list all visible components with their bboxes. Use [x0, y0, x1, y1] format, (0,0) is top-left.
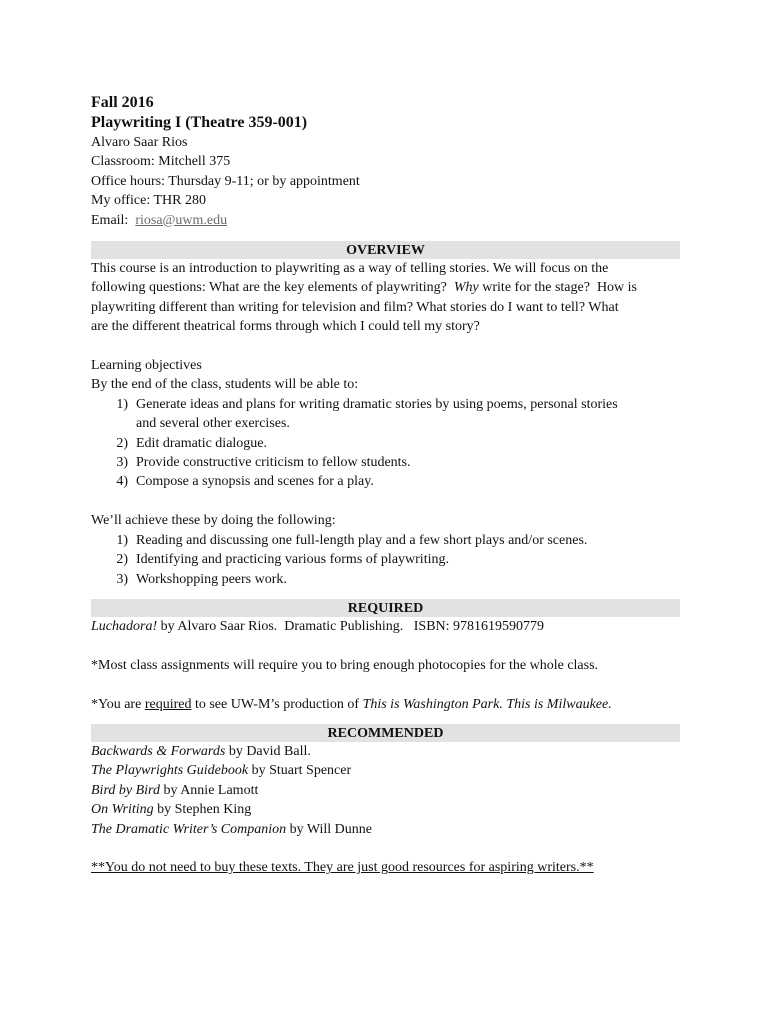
overview-line: are the different theatrical forms through which I could tell my story?	[91, 319, 480, 335]
list-text: and several other exercises.	[136, 416, 290, 432]
overview-emphasis: Why	[453, 280, 479, 296]
overview-text: write for the stage? How is	[478, 280, 637, 296]
book-author: by Will Dunne	[286, 821, 373, 837]
list-number: 3)	[116, 571, 128, 587]
list-item	[91, 820, 680, 839]
overview-line: This course is an introduction to playwriting as a way of telling stories. We will focus on the	[91, 261, 609, 277]
term-heading: Fall 2016	[91, 94, 154, 111]
book-details: by Alvaro Saar Rios. Dramatic Publishing. ISBN: 9781619590779	[157, 618, 545, 634]
overview-line	[91, 278, 680, 297]
list-number: 1)	[116, 396, 128, 412]
achieve-list	[91, 531, 680, 589]
list-text: Reading and discussing one full-length play and a few short plays and/or scenes.	[136, 532, 588, 548]
overview-paragraph	[91, 259, 680, 337]
book-title: On Writing	[91, 802, 154, 818]
list-item	[91, 761, 680, 780]
list-number: 4)	[116, 474, 128, 490]
email-line	[91, 211, 680, 230]
list-item	[91, 800, 680, 819]
production-title: This is Washington Park. This is Milwaukee.	[362, 696, 612, 712]
overview-heading: OVERVIEW	[91, 241, 680, 259]
list-item	[91, 550, 680, 569]
list-text: Compose a synopsis and scenes for a play.	[136, 474, 374, 490]
footnote: **You do not need to buy these texts. They are just good resources for aspiring writers.**	[91, 860, 594, 876]
course-title: Playwriting I (Theatre 359-001)	[91, 114, 308, 131]
list-text: Provide constructive criticism to fellow students.	[136, 455, 411, 471]
note-emphasis: required	[144, 696, 192, 712]
required-book	[91, 617, 680, 636]
recommended-list	[91, 742, 680, 839]
list-text: Identifying and practicing various forms of playwriting.	[136, 552, 449, 568]
book-author: by Stuart Spencer	[248, 763, 352, 779]
required-heading: REQUIRED	[91, 599, 680, 617]
book-title: Backwards & Forwards	[91, 743, 226, 759]
book-title: Luchadora!	[91, 618, 158, 634]
objectives-list	[91, 395, 680, 492]
list-item	[91, 453, 680, 472]
book-author: by Stephen King	[153, 802, 252, 818]
list-number: 2)	[116, 552, 128, 568]
photocopy-note: *Most class assignments will require you to bring enough photocopies for the whole class.	[91, 657, 599, 673]
email-label: Email:	[91, 212, 136, 228]
list-item	[91, 531, 680, 550]
office-location: My office: THR 280	[91, 193, 206, 209]
classroom-info: Classroom: Mitchell 375	[91, 154, 231, 170]
overview-line: playwriting different than writing for television and film? What stories do I want to tell? What	[91, 299, 619, 315]
list-number: 3)	[116, 455, 128, 471]
book-title: The Playwrights Guidebook	[91, 763, 249, 779]
objectives-intro: By the end of the class, students will be able to:	[91, 377, 359, 393]
instructor-name: Alvaro Saar Rios	[91, 135, 188, 150]
note-text: to see UW-M’s production of	[191, 696, 363, 712]
list-item	[91, 395, 680, 434]
list-item	[91, 742, 680, 761]
achieve-intro: We’ll achieve these by doing the following:	[91, 513, 336, 529]
book-author: by David Ball.	[225, 743, 311, 759]
list-text: Edit dramatic dialogue.	[136, 435, 268, 451]
list-number: 1)	[116, 532, 128, 548]
objectives-title: Learning objectives	[91, 358, 202, 374]
production-note	[91, 695, 680, 714]
overview-text: following questions: What are the key elements of playwriting?	[91, 280, 454, 296]
list-text: Workshopping peers work.	[136, 571, 287, 587]
book-title: The Dramatic Writer’s Companion	[91, 821, 287, 837]
email-link[interactable]: riosa@uwm.edu	[135, 212, 228, 228]
list-item	[91, 472, 680, 491]
recommended-heading: RECOMMENDED	[91, 724, 680, 742]
book-title: Bird by Bird	[91, 782, 160, 798]
syllabus-page	[91, 92, 680, 878]
list-item	[91, 434, 680, 453]
note-text: *You are	[91, 696, 145, 712]
office-hours: Office hours: Thursday 9-11; or by appointment	[91, 173, 360, 189]
list-item	[91, 570, 680, 589]
list-text: Generate ideas and plans for writing dramatic stories by using poems, personal stories	[136, 396, 618, 412]
list-number: 2)	[116, 435, 128, 451]
book-author: by Annie Lamott	[159, 782, 259, 798]
list-item	[91, 781, 680, 800]
